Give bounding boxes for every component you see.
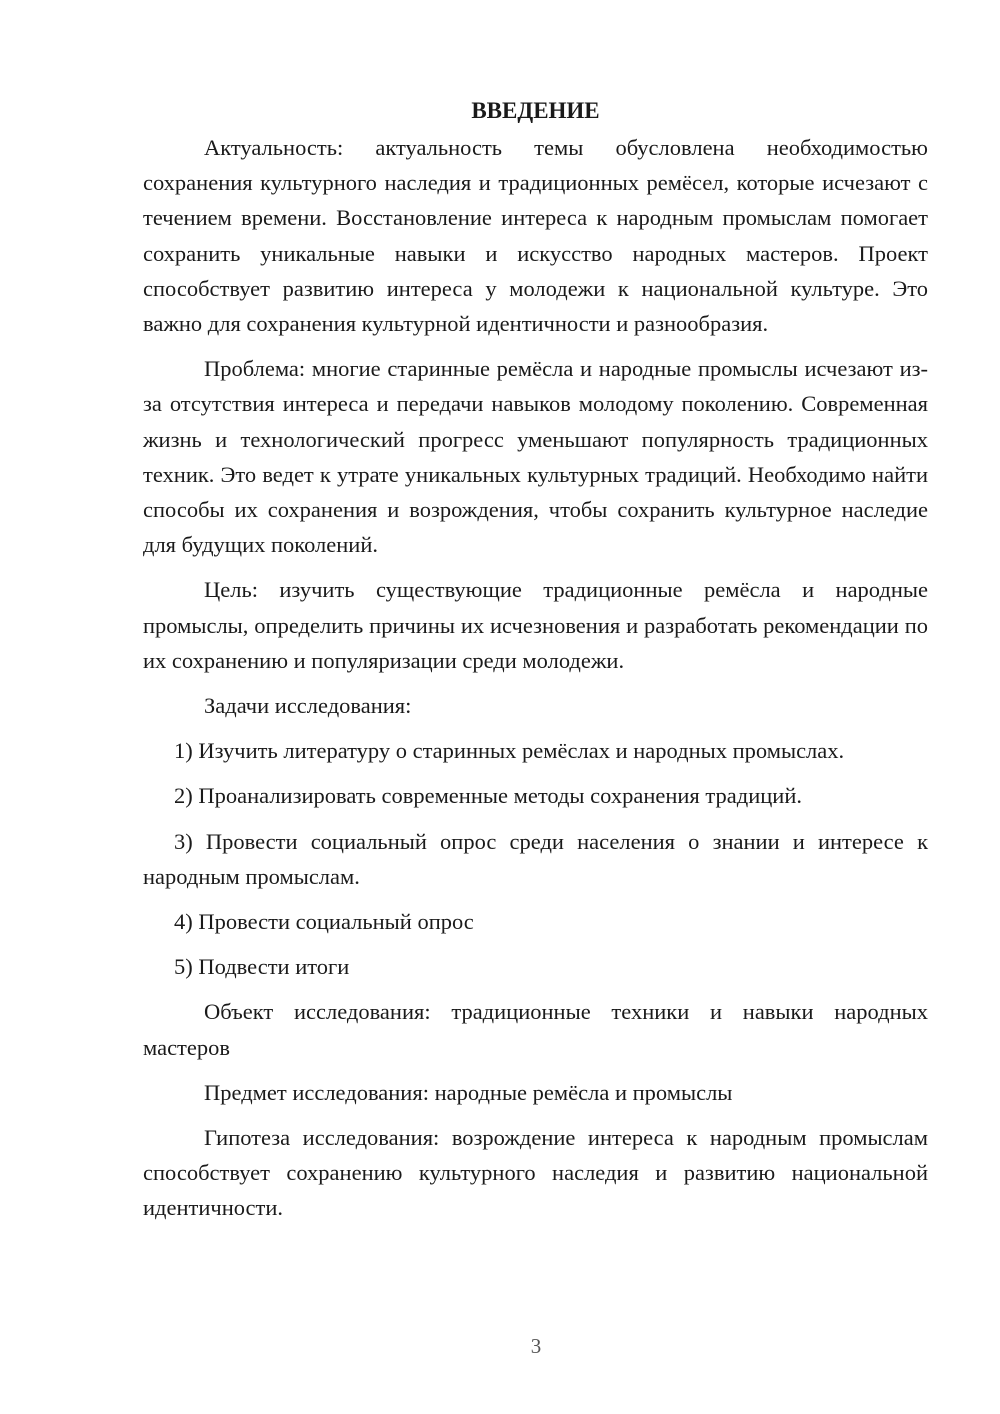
paragraph-object: Объект исследования: традиционные техники и навыки народных мастеров (143, 999, 928, 1060)
section-title: ВВЕДЕНИЕ (471, 98, 600, 123)
task-item-2: 2) Проанализировать современные методы сохранения традиций. (174, 783, 802, 809)
task-item-4: 4) Провести социальный опрос (174, 909, 474, 935)
page-number: 3 (530, 1334, 542, 1358)
task-item-3: 3) Провести социальный опрос среди населения о знании и интересе к народным промыслам. (143, 828, 928, 889)
paragraph-goal: Цель: изучить существующие традиционные ремёсла и народные промыслы, определить причины их исчезновения и разработать рекомендации по их сохранению и популяризации среди молодежи. (143, 577, 928, 673)
paragraph-relevance: Актуальность: актуальность темы обусловлена необходимостью сохранения культурного наследия и традиционных ремёсел, которые исчезают с течением времени. Восстановление интереса к народным промыслам помогает сохранить уникальные навыки и искусство народных мастеров. Проект способствует развитию интереса у молодежи к национальной культуре. Это важно для сохранения культурной идентичности и разнообразия. (143, 135, 928, 337)
paragraph-hypothesis: Гипотеза исследования: возрождение интереса к народным промыслам способствует сохранению культурного наследия и развитию национальной идентичности. (143, 1125, 928, 1221)
tasks-heading: Задачи исследования: (204, 693, 412, 719)
task-item-1: 1) Изучить литературу о старинных ремёслах и народных промыслах. (174, 738, 845, 764)
task-item-5: 5) Подвести итоги (174, 954, 350, 980)
document-page (143, 93, 928, 1226)
paragraph-subject: Предмет исследования: народные ремёсла и промыслы (204, 1079, 733, 1105)
paragraph-problem: Проблема: многие старинные ремёсла и народные промыслы исчезают из-за отсутствия интереса и передачи навыков молодому поколению. Современная жизнь и технологический прогресс уменьшают популярность традиционных техник. Это ведет к утрате уникальных культурных традиций. Необходимо найти способы их сохранения и возрождения, чтобы сохранить культурное наследие для будущих поколений. (143, 356, 928, 558)
